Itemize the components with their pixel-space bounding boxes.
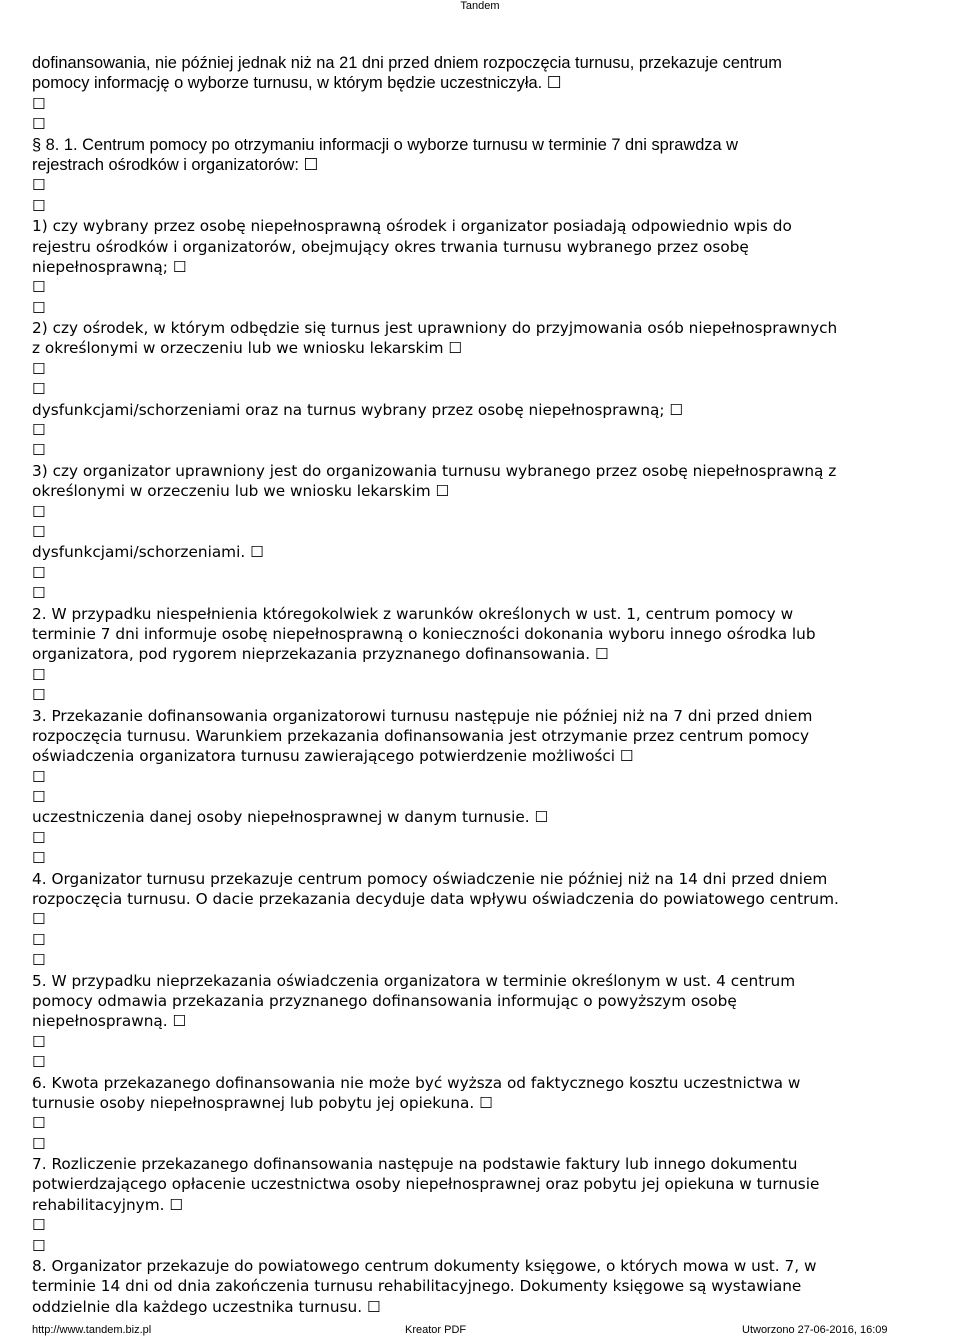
placeholder-glyph-line: ☐ [32, 584, 46, 603]
text-line: oświadczenia organizatora turnusu zawierającego potwierdzenie możliwości ☐ [32, 747, 634, 766]
placeholder-glyph-line: ☐ [32, 563, 46, 582]
text-line: uczestniczenia danej osoby niepełnosprawnej w danym turnusie. ☐ [32, 808, 549, 827]
placeholder-glyph-line: ☐ [32, 1114, 46, 1133]
placeholder-glyph-line: ☐ [32, 1134, 46, 1153]
placeholder-glyph-line: ☐ [32, 278, 46, 297]
text-line: 4. Organizator turnusu przekazuje centrum pomocy oświadczenie nie później niż na 14 dni przed dniem [32, 869, 828, 888]
text-line: 7. Rozliczenie przekazanego dofinansowania następuje na podstawie faktury lub innego dokumentu [32, 1155, 798, 1174]
footer-created-date: Utworzono 27-06-2016, 16:09 [742, 1324, 888, 1336]
text-line: 2. W przypadku niespełnienia któregokolwiek z warunków określonych w ust. 1, centrum pomocy w [32, 604, 794, 623]
placeholder-glyph-line: ☐ [32, 94, 46, 113]
placeholder-glyph-line: ☐ [32, 788, 46, 807]
placeholder-glyph-line: ☐ [32, 1236, 46, 1255]
text-line: pomocy odmawia przekazania przyznanego dofinansowania informując o powyższym osobę [32, 991, 737, 1010]
text-line: dysfunkcjami/schorzeniami. ☐ [32, 543, 264, 562]
text-line: określonymi w orzeczeniu lub we wniosku lekarskim ☐ [32, 482, 450, 501]
placeholder-glyph-line: ☐ [32, 441, 46, 460]
text-line: potwierdzającego opłacenie uczestnictwa osoby niepełnosprawnej oraz pobytu jej opiekuna w turnusie [32, 1175, 820, 1194]
placeholder-glyph-line: ☐ [32, 665, 46, 684]
placeholder-glyph-line: ☐ [32, 421, 46, 440]
text-line: z określonymi w orzeczeniu lub we wniosku lekarskim ☐ [32, 339, 463, 358]
text-line: 3. Przekazanie dofinansowania organizatorowi turnusu następuje nie później niż na 7 dni przed dniem [32, 706, 813, 725]
text-line: rejestru ośrodków i organizatorów, obejmujący okres trwania turnusu wybranego przez osobę [32, 237, 749, 256]
text-line: rejestrach ośrodków i organizatorów: ☐ [32, 155, 319, 174]
text-line: turnusie osoby niepełnosprawnej lub pobytu jej opiekuna. ☐ [32, 1093, 493, 1112]
text-line: 5. W przypadku nieprzekazania oświadczenia organizatora w terminie określonym w ust. 4 centrum [32, 971, 796, 990]
placeholder-glyph-line: ☐ [32, 930, 46, 949]
placeholder-glyph-line: ☐ [32, 1032, 46, 1051]
text-line: 1) czy wybrany przez osobę niepełnosprawną ośrodek i organizator posiadają odpowiednio wpis do [32, 217, 792, 236]
placeholder-glyph-line: ☐ [32, 196, 46, 215]
placeholder-glyph-line: ☐ [32, 298, 46, 317]
placeholder-glyph-line: ☐ [32, 380, 46, 399]
text-line: § 8. 1. Centrum pomocy po otrzymaniu informacji o wyborze turnusu w terminie 7 dni sprawdza w [32, 135, 739, 154]
text-line: pomocy informację o wyborze turnusu, w którym będzie uczestniczyła. ☐ [32, 74, 562, 93]
text-line: 2) czy ośrodek, w którym odbędzie się turnus jest uprawniony do przyjmowania osób niepełnosprawnych [32, 319, 838, 338]
page-header-title: Tandem [460, 0, 500, 12]
placeholder-glyph-line: ☐ [32, 176, 46, 195]
text-line: terminie 7 dni informuje osobę niepełnosprawną o konieczności dokonania wyboru innego ośrodka lub [32, 624, 816, 643]
text-line: niepełnosprawną. ☐ [32, 1012, 187, 1031]
placeholder-glyph-line: ☐ [32, 502, 46, 521]
placeholder-glyph-line: ☐ [32, 767, 46, 786]
placeholder-glyph-line: ☐ [32, 115, 46, 134]
placeholder-glyph-line: ☐ [32, 359, 46, 378]
text-line: 3) czy organizator uprawniony jest do organizowania turnusu wybranego przez osobę niepełnosprawną z [32, 461, 837, 480]
text-line: rozpoczęcia turnusu. O dacie przekazania decyduje data wpływu oświadczenia do powiatowego centrum. [32, 890, 839, 909]
placeholder-glyph-line: ☐ [32, 849, 46, 868]
text-line: dofinansowania, nie później jednak niż na 21 dni przed dniem rozpoczęcia turnusu, przekazuje centrum [32, 54, 782, 72]
placeholder-glyph-line: ☐ [32, 951, 46, 970]
footer-url: http://www.tandem.biz.pl [32, 1324, 152, 1336]
text-line: organizatora, pod rygorem nieprzekazania przyznanego dofinansowania. ☐ [32, 645, 609, 664]
text-line: oddzielnie dla każdego uczestnika turnusu. ☐ [32, 1297, 381, 1316]
text-line: 6. Kwota przekazanego dofinansowania nie może być wyższa od faktycznego kosztu uczestnictwa w [32, 1073, 801, 1092]
placeholder-glyph-line: ☐ [32, 1053, 46, 1072]
placeholder-glyph-line: ☐ [32, 828, 46, 847]
text-line: dysfunkcjami/schorzeniami oraz na turnus wybrany przez osobę niepełnosprawną; ☐ [32, 400, 684, 419]
text-line: 8. Organizator przekazuje do powiatowego centrum dokumenty księgowe, o których mowa w ust. 7, w [32, 1257, 817, 1276]
page-footer [32, 1323, 932, 1338]
text-line: terminie 14 dni od dnia zakończenia turnusu rehabilitacyjnego. Dokumenty księgowe są wystawiane [32, 1277, 802, 1296]
footer-creator: Kreator PDF [405, 1324, 467, 1336]
text-line: niepełnosprawną; ☐ [32, 257, 187, 276]
document-body [32, 53, 937, 1317]
placeholder-glyph-line: ☐ [32, 910, 46, 929]
placeholder-glyph-line: ☐ [32, 522, 46, 541]
placeholder-glyph-line: ☐ [32, 1216, 46, 1235]
text-line: rozpoczęcia turnusu. Warunkiem przekazania dofinansowania jest otrzymanie przez centrum pomocy [32, 726, 810, 745]
placeholder-glyph-line: ☐ [32, 686, 46, 705]
text-line: rehabilitacyjnym. ☐ [32, 1195, 184, 1214]
